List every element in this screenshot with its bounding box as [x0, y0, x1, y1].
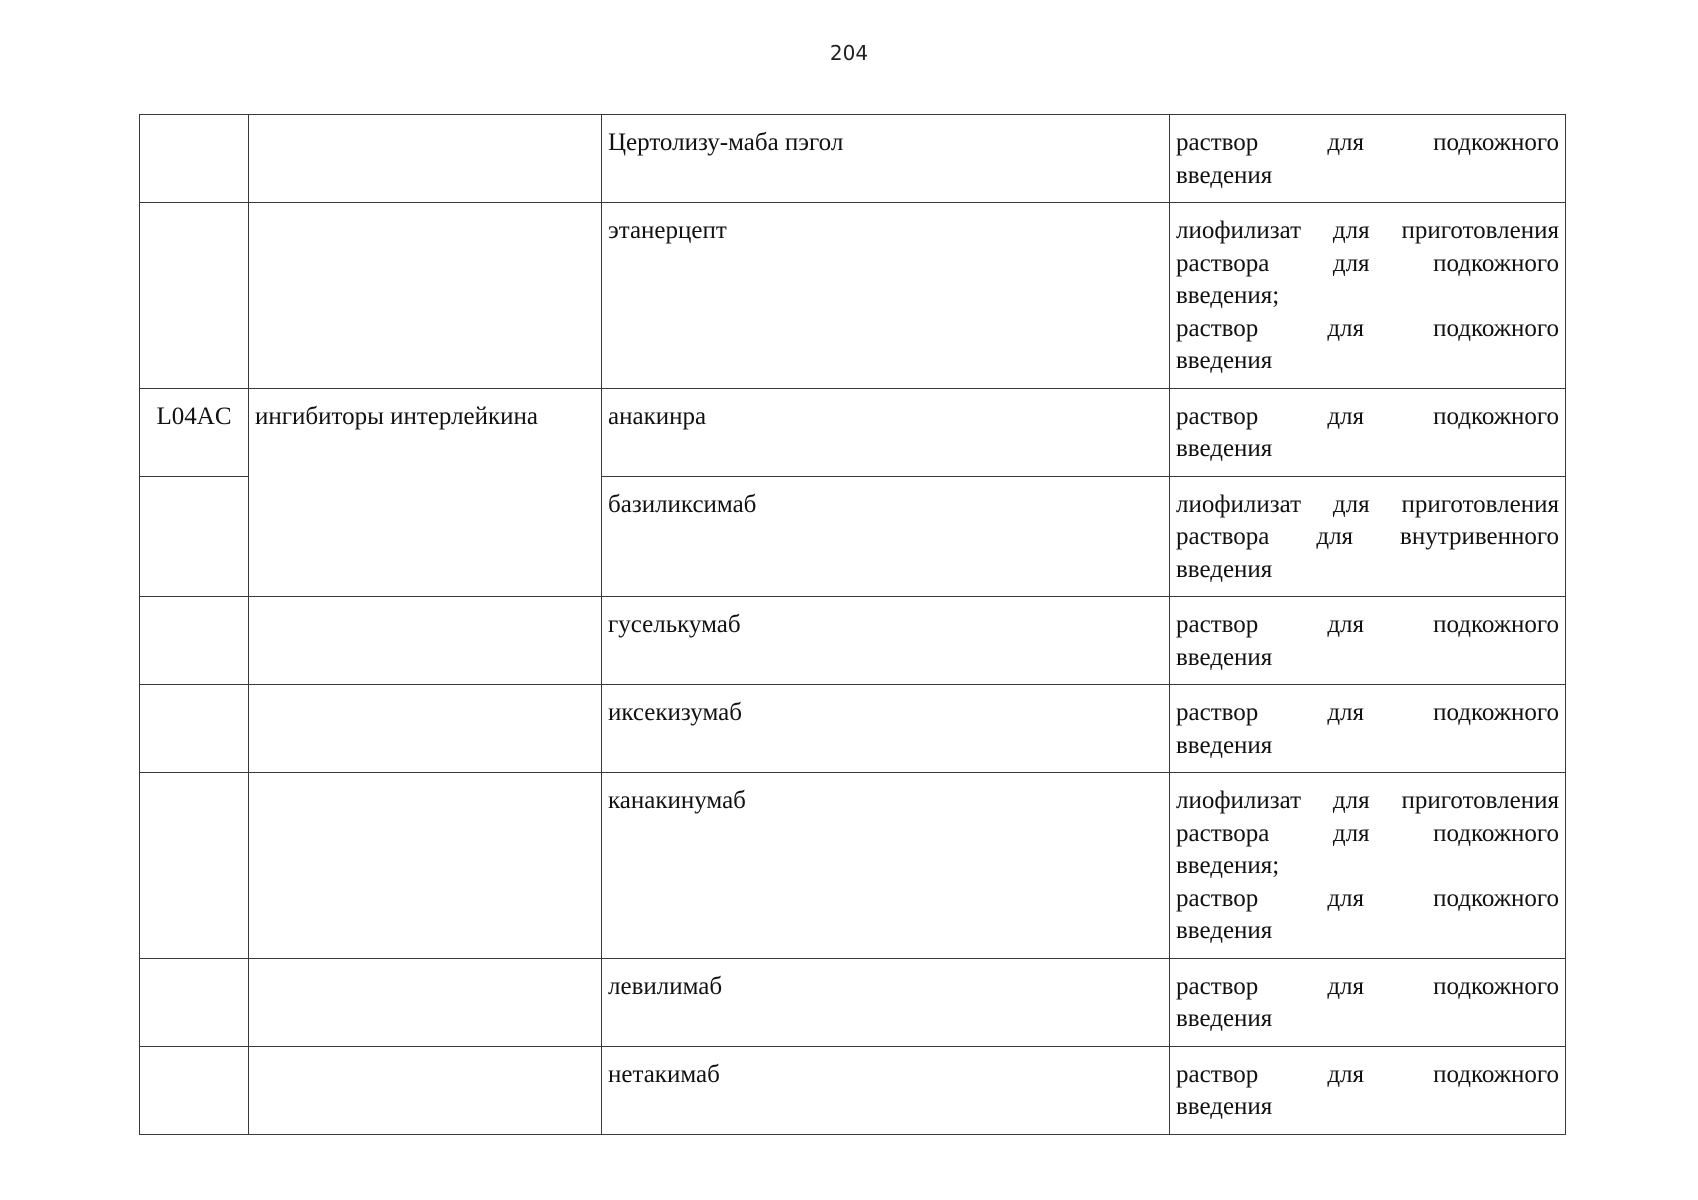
dosage-form-line: введения	[1176, 917, 1273, 944]
dosage-form-cell	[1170, 476, 1566, 597]
table-row	[140, 773, 1566, 959]
dosage-form-line: введения	[1176, 347, 1273, 374]
dosage-form-line: введения	[1176, 161, 1273, 189]
dosage-form-cell	[1170, 203, 1566, 389]
dosage-form-line: раствор для подкожного	[1176, 314, 1559, 342]
group-cell	[249, 597, 602, 685]
atc-code-cell	[140, 115, 249, 203]
dosage-form-cell	[1170, 958, 1566, 1046]
table-row	[140, 1046, 1566, 1134]
table-row	[140, 203, 1566, 389]
dosage-form-line: раствор для подкожного	[1176, 884, 1559, 912]
dosage-form-cell	[1170, 597, 1566, 685]
dosage-form-line: введения	[1176, 643, 1273, 671]
dosage-form-cell	[1170, 685, 1566, 773]
dosage-form-cell	[1170, 1046, 1566, 1134]
atc-code-cell: L04AC	[140, 388, 249, 476]
drug-name-cell: анакинра	[602, 388, 1170, 476]
table-row	[140, 685, 1566, 773]
atc-code-cell	[140, 1046, 249, 1134]
dosage-form-line: введения;	[1176, 282, 1280, 309]
dosage-form-line: введения	[1176, 435, 1273, 462]
dosage-form-cell	[1170, 388, 1566, 476]
dosage-form-line: введения	[1176, 555, 1273, 583]
drug-name-cell: канакинумаб	[602, 773, 1170, 959]
dosage-form-line: лиофилизат для приготовления	[1176, 787, 1559, 814]
drug-name-cell: гуселькумаб	[602, 597, 1170, 685]
dosage-form-line: введения	[1176, 1093, 1273, 1120]
atc-code-cell	[140, 773, 249, 959]
dosage-form-line: введения	[1176, 1005, 1273, 1032]
atc-code-cell	[140, 685, 249, 773]
drug-name-cell: этанерцепт	[602, 203, 1170, 389]
group-cell	[249, 685, 602, 773]
page-number: 204	[829, 41, 869, 65]
drug-name-cell: нетакимаб	[602, 1046, 1170, 1134]
table-row	[140, 597, 1566, 685]
dosage-form-line: лиофилизат для приготовления	[1176, 490, 1559, 518]
table-row	[140, 388, 1566, 476]
dosage-form-line: раствор для подкожного	[1176, 699, 1559, 726]
group-cell	[249, 1046, 602, 1134]
dosage-form-line: введения;	[1176, 852, 1280, 879]
table-row	[140, 115, 1566, 203]
atc-code-cell	[140, 476, 249, 597]
dosage-form-line: раствор для подкожного	[1176, 1060, 1559, 1088]
drug-name-cell: левилимаб	[602, 958, 1170, 1046]
group-cell	[249, 203, 602, 389]
group-cell: ингибиторы интерлейкина	[249, 388, 602, 597]
dosage-form-line: раствора для подкожного	[1176, 819, 1559, 847]
drug-table	[139, 114, 1566, 1135]
dosage-form-line: раствор для подкожного	[1176, 611, 1559, 638]
group-cell	[249, 958, 602, 1046]
drug-name-cell: иксекизумаб	[602, 685, 1170, 773]
atc-code-cell	[140, 203, 249, 389]
atc-code-cell	[140, 597, 249, 685]
dosage-form-cell	[1170, 115, 1566, 203]
group-cell	[249, 773, 602, 959]
group-cell	[249, 115, 602, 203]
dosage-form-line: введения	[1176, 731, 1273, 759]
dosage-form-line: раствора для подкожного	[1176, 249, 1559, 277]
dosage-form-cell	[1170, 773, 1566, 959]
atc-code-cell	[140, 958, 249, 1046]
dosage-form-line: лиофилизат для приготовления	[1176, 217, 1559, 244]
dosage-form-line: раствор для подкожного	[1176, 972, 1559, 1000]
dosage-form-line: раствора для внутривенного	[1176, 523, 1559, 550]
drug-name-cell: Цертолизу-маба пэгол	[602, 115, 1170, 203]
drug-name-cell: базиликсимаб	[602, 476, 1170, 597]
dosage-form-line: раствор для подкожного	[1176, 402, 1559, 430]
table-row	[140, 958, 1566, 1046]
dosage-form-line: раствор для подкожного	[1176, 129, 1559, 156]
